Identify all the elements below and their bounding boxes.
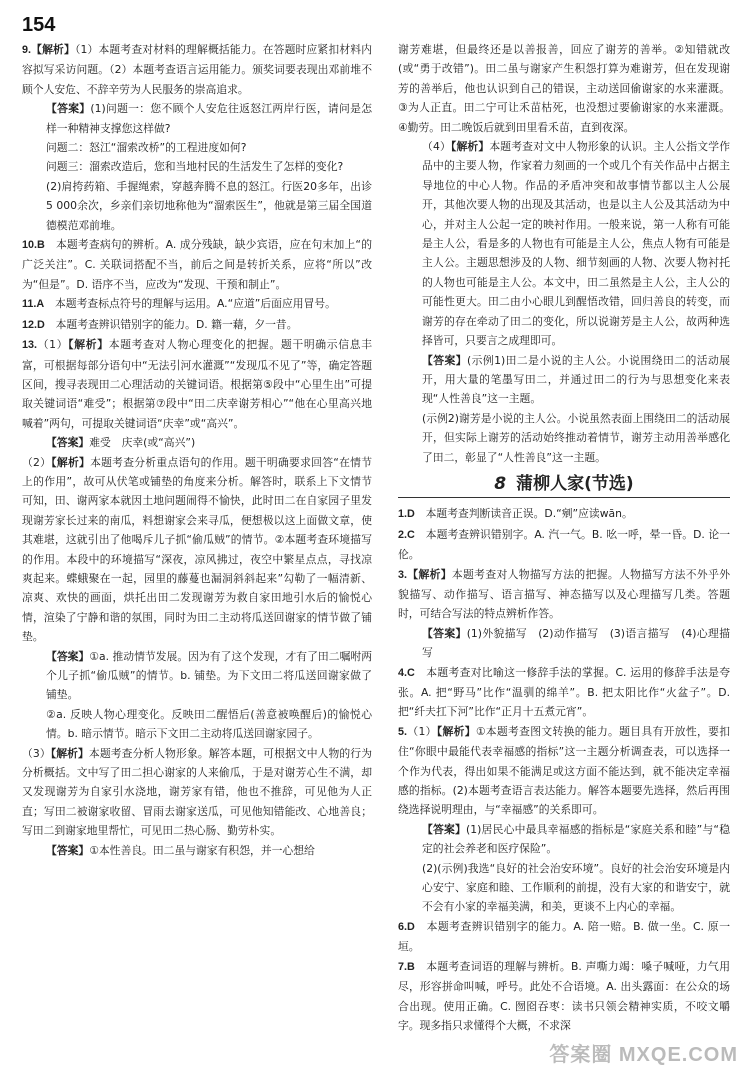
right-column bbox=[398, 40, 730, 1035]
left-paragraph: (2)肩挎药箱、手握绳索，穿越奔腾不息的怒江。行医20多年，出诊5 000余次，乡亲们亲切地称他为“溜索医生”，他就是第三届全国道德模范邓前堆。 bbox=[46, 179, 372, 232]
page-number: 154 bbox=[22, 14, 56, 36]
right-paragraph: 2.C 本题考查辨识错别字。A. 汽一气。B. 吆一呼，晕一昏。D. 论一伦。 bbox=[398, 527, 730, 562]
watermark-logo: 答案圈 MXQE.COM bbox=[549, 1044, 738, 1066]
right-paragraph: 5.（1）【解析】①本题考查图文转换的能力。题目具有开放性，要扣住“你眼中最能代表幸福感的指标”这一主题分析调查表，可以选择一个作为代表，得出如果不能满足或这方面不能达到，就不能决定幸福感的指标。(2)本题考查语言表达能力。解答本题要先选择，然后再围绕选择说明理由，与“幸福感”的关系即可。 bbox=[398, 724, 730, 817]
left-paragraph: 【答案】难受 庆幸(或“高兴”) bbox=[46, 436, 196, 450]
section-number: 8 bbox=[494, 473, 507, 494]
left-paragraph: （2）【解析】本题考查分析重点语句的作用。题干明确要求回答“在情节上的作用”，故可从伏笔或铺垫的角度来分析。解答时，联系上下文情节可知，田、谢两家本就因土地问题闹得不愉快，此时田二在自家园子里发现谢芳家长过来的南瓜，料想谢家会来寻瓜，便想极以这上面做文章，使其难堪，这就引出了他喝斥儿子抓“偷瓜贼”的情节。②本题考查环境描写的作用。本段中的环境描写“深夜，凉风拂过，夜空中繁星点点，寻找凉爽起来。蝶蛾聚在一起，园里的藤蔓也漏洞斜斜起来”勾勒了一幅清新、凉爽、欢快的画面，烘托出田二发现谢芳为救自家田地引水后的愉悦心情，渲染了宁静和谐的氛围，同时为田二主动将瓜送回谢家的情节做了铺垫。 bbox=[22, 455, 372, 644]
left-paragraph: 13.（1）【解析】本题考查对人物心理变化的把握。题干明确示信息丰富，可根据每部分语句中“无法引河水灌溉”“发现瓜不见了”等，确定答题区间，搜寻表现田二心理活动的关键词语。根据第⑤段中“心里生出”可提取关键词语“难受”；根据第⑦段中“田二庆幸谢芳相心”“他在心里高兴地喊着”两句，可提取关键词语“庆幸”或“高兴”。 bbox=[22, 338, 372, 430]
left-paragraph: 【答案】(1)问题一：您不顾个人安危往返怒江两岸行医，请问是怎样一种精神支撑您这样做? bbox=[46, 102, 372, 135]
left-paragraph: 【答案】①本性善良。田二虽与谢家有积怨，并一心想给 bbox=[46, 843, 315, 857]
right-paragraph: (示例2)谢芳是小说的主人公。小说虽然表面上围绕田二的活动展开，但实际上谢芳的活动始终推动着情节，谢芳主动用善举感化了田二，彰显了“人性善良”这一主题。 bbox=[422, 411, 730, 464]
left-paragraph: 9.【解析】（1）本题考查对材料的理解概括能力。在答题时应紧扣材料内容拟写采访问题。（2）本题考查语言运用能力。颁奖词要表现出邓前堆不顾个人安危、不辞辛劳为人民服务的崇高追求。 bbox=[22, 43, 373, 96]
section-title: 蒲柳人家(节选) bbox=[516, 473, 634, 494]
right-paragraph: 【答案】(示例1)田二是小说的主人公。小说围绕田二的活动展开，用大量的笔墨写田二，并通过田二的行为与思想变化来表现“人性善良”这一主题。 bbox=[422, 353, 731, 406]
left-paragraph: 12.D 本题考查辨识错别字的能力。D. 籍一藉，夕一昔。 bbox=[22, 317, 298, 331]
right-paragraph: 4.C 本题考查对比喻这一修辞手法的掌握。C. 运用的修辞手法是夸张。A. 把“野马”比作“温驯的绵羊”。B. 把太阳比作“火盆子”。D. 把“纤夫扛下河”比作“正月十五煮元宵”。 bbox=[398, 665, 730, 719]
left-paragraph: 10.B 本题考查病句的辨析。A. 成分残缺，缺少宾语，应在句末加上“的广泛关注”。C. 关联词搭配不当，前后之间是转折关系，应将“所以”改为“但是”。D. 语序不当，应改为“发现、干预和制止”。 bbox=[22, 238, 372, 291]
left-paragraph: 问题二：怒江“溜索改桥”的工程进度如何? bbox=[46, 141, 247, 155]
left-paragraph: 11.A 本题考查标点符号的理解与运用。A.“应道”后面应用冒号。 bbox=[22, 297, 336, 311]
left-paragraph: 【答案】①a. 推动情节发展。因为有了这个发现，才有了田二嘱咐两个儿子抓“偷瓜贼”的情节。b. 铺垫。为下文田二将瓜送回谢家做了铺垫。 bbox=[46, 649, 372, 702]
left-column bbox=[22, 40, 372, 860]
right-paragraph: 【答案】(1)外貌描写 (2)动作描写 (3)语言描写 (4)心理描写 bbox=[422, 626, 731, 660]
left-paragraph: （3）【解析】本题考查分析人物形象。解答本题，可根据文中人物的行为分析概括。文中写了田二担心谢家的人来偷瓜，于是对谢芳心生不满，却又发现谢芳为自家引水浇地，谢芳家有错，他也不推辞，可见他为人正直；写田二被谢家收留、冒雨去谢家送瓜，可见他知错能改、心地善良；写田二到谢家地里帮忙，可见田二热心肠、勤劳朴实。 bbox=[22, 746, 372, 838]
section-heading bbox=[398, 475, 730, 498]
right-paragraph: （4）【解析】本题考查对文中人物形象的认识。主人公指文学作品中的主要人物，作家着力刻画的一个或几个有关作品中占据主导地位的中心人物。作品的矛盾冲突和故事情节都以主人公展开，其他次要人物的出现及其活动，也是以主人公及其活动为中心，并对主人公起一定的映衬作用。一般来说，第一人称有可能是主人公，看是多的人物也有可能是主人公，焦点人物有可能是主人公。主题思想涉及的人物、细节刻画的人物、次要人物衬托的人物也可能是主人公。本文中，田二虽然是主人公，主人公的可能性更大。田二由小心眼儿到醒悟改错，回归善良的转变，而谢芳的存在牵动了田二的变化，所以说谢芳是主人公，故两种选择皆可，只要言之成理即可。 bbox=[422, 140, 730, 348]
right-paragraph: 1.D 本题考查判断读音正误。D.“剜”应读wān。 bbox=[398, 507, 633, 521]
right-paragraph: (2)(示例)我选“良好的社会治安环境”。良好的社会治安环境是内心安宁、家庭和睦、工作顺利的前提，没有大家的和谐安宁，就不会有小家的幸福美满，和美，更谈不上内心的幸福。 bbox=[422, 861, 730, 914]
right-paragraph: 【答案】(1)居民心中最具幸福感的指标是“家庭关系和睦”与“稳定的社会养老和医疗保险”。 bbox=[422, 822, 730, 856]
left-paragraph: 问题三：溜索改造后，您和当地村民的生活发生了怎样的变化? bbox=[46, 160, 344, 174]
right-paragraph: 6.D 本题考查辨识错别字的能力。A. 陪一赔。B. 做一坐。C. 原一垣。 bbox=[398, 919, 730, 954]
right-paragraph: 谢芳难堪，但最终还是以善报善，回应了谢芳的善举。②知错就改(或“勇于改错”)。田二虽与谢家产生积怨打算为难谢芳，但在发现谢芳的善举后，他也认识到自己的错误，主动送回偷谢家的水来灌溉。③为人正直。田二宁可让禾苗枯死，也没想过要偷谢家的水来灌溉。④勤劳。田二晚饭后就到田里看禾苗，直到夜深。 bbox=[398, 43, 730, 134]
right-paragraph: 7.B 本题考查词语的理解与辨析。B. 声嘶力竭：嗓子喊哑，力气用尽，形容拼命叫喊，呼号。此处不合语境。A. 出头露面：在公众的场合出现。使用正确。C. 囫囵吞枣：读书只领会精神实质，不咬文嚼字。现多指只求懂得个大概，不求深 bbox=[398, 959, 730, 1032]
left-paragraph: ②a. 反映人物心理变化。反映田二醒悟后(善意被唤醒后)的愉悦心情。b. 暗示情节。暗示下文田二主动将瓜送回谢家园子。 bbox=[46, 707, 372, 741]
right-paragraph: 3.【解析】本题考查对人物描写方法的把握。人物描写方法不外乎外貌描写、动作描写、语言描写、神态描写以及心理描写几类。答题时，可结合写法的特点辨析作答。 bbox=[398, 567, 730, 621]
